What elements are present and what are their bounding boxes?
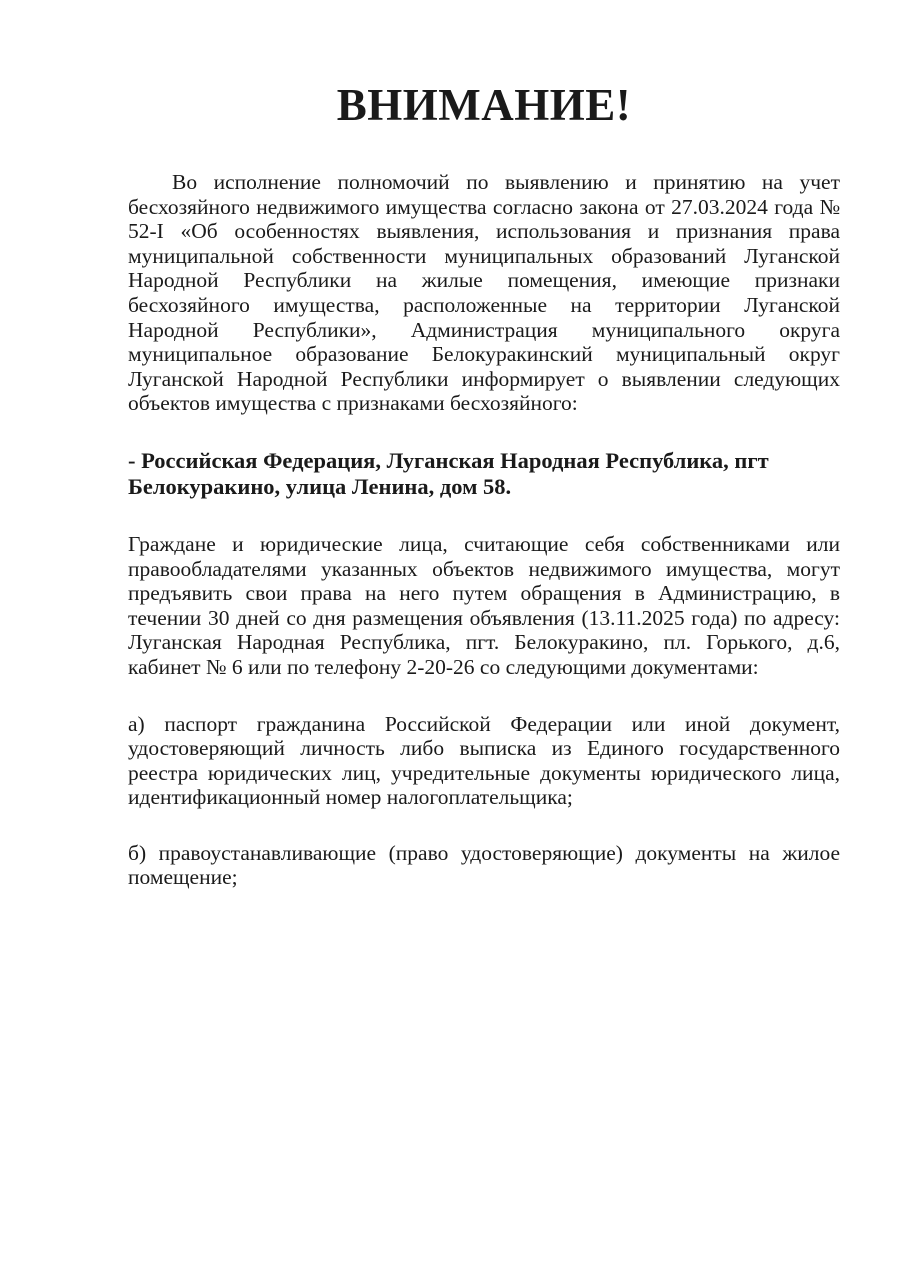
- paragraph-item-a: а) паспорт гражданина Российской Федерации или иной документ, удостоверяющий личность либо выписка из Единого государственного реестра юридических лиц, учредительные документы юридического лица, идентификационный номер налогоплательщика;: [128, 711, 840, 810]
- page-title: ВНИМАНИЕ!: [336, 80, 632, 130]
- document-body: [128, 0, 840, 890]
- paragraph-item-b: б) правоустанавливающие (право удостоверяющие) документы на жилое помещение;: [128, 840, 840, 890]
- paragraph-object-address: - Российская Федерация, Луганская Народная Республика, пгт Белокуракино, улица Ленина, дом 58.: [128, 447, 769, 500]
- paragraph-citizens-notice: Граждане и юридические лица, считающие себя собственниками или правообладателями указанных объектов недвижимого имущества, могут предъявить свои права на него путем обращения в Администрацию, в течении 30 дней со дня размещения объявления (13.11.2025 года) по адресу: Луганская Народная Республика, пгт. Белокуракино, пл. Горького, д.6, кабинет № 6 или по телефону 2-20-26 со следующими документами:: [128, 531, 840, 679]
- paragraph-intro: Во исполнение полномочий по выявлению и принятию на учет бесхозяйного недвижимого имущества согласно закона от 27.03.2024 года № 52-I «Об особенностях выявления, использования и признания права муниципальной собственности муниципальных образований Луганской Народной Республики на жилые помещения, имеющие признаки бесхозяйного имущества, расположенные на территории Луганской Народной Республики», Администрация муниципального округа муниципальное образование Белокуракинский муниципальный округ Луганской Народной Республики информирует о выявлении следующих объектов имущества с признаками бесхозяйного:: [128, 170, 840, 416]
